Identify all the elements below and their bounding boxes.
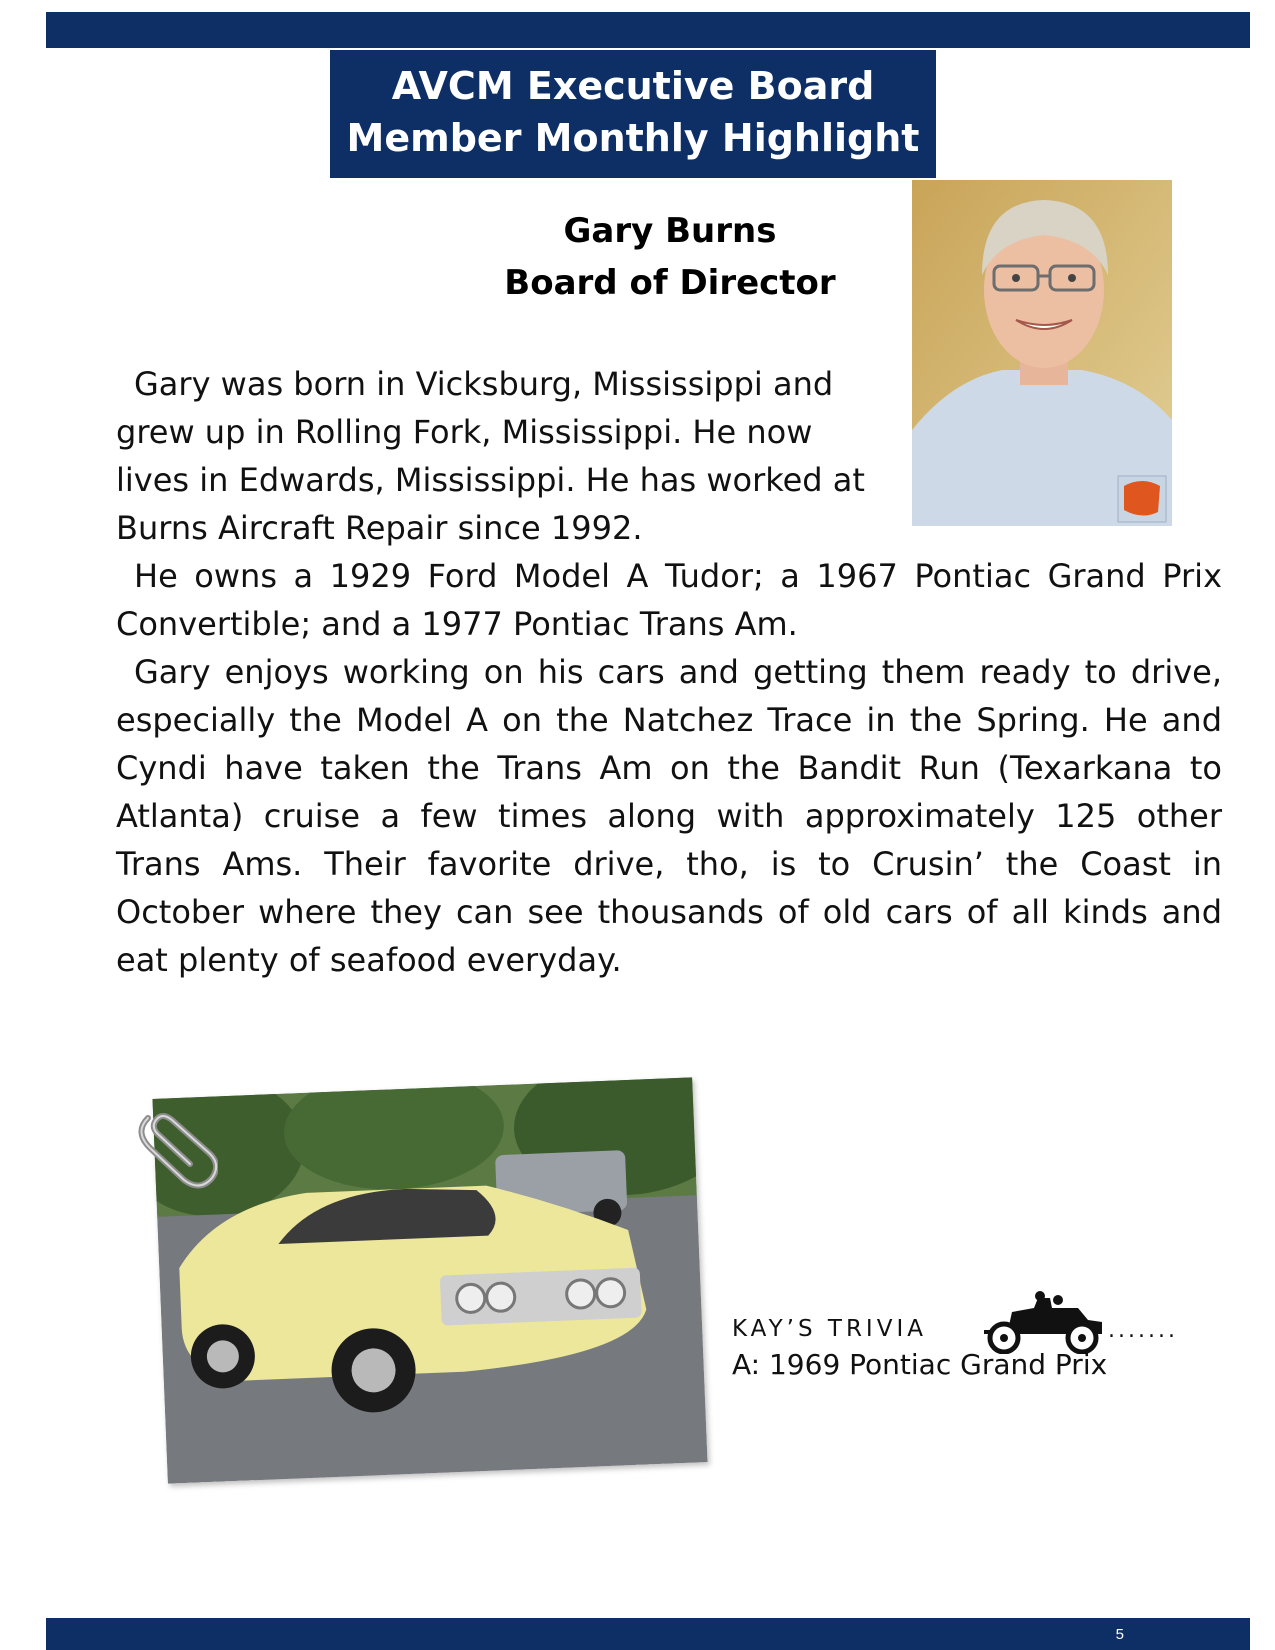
footer-bar [46, 1618, 1250, 1650]
bio-paragraph [116, 360, 886, 552]
bio-text [116, 360, 1222, 984]
bio-paragraph [116, 648, 1222, 984]
top-banner-bar [46, 12, 1250, 48]
trivia-dots: ....... [1108, 1318, 1178, 1343]
antique-car-icon [978, 1290, 1108, 1354]
bio-paragraph [116, 552, 1222, 648]
member-heading [480, 205, 860, 309]
paperclip-icon [128, 1098, 218, 1190]
member-role: Board of Director [504, 263, 836, 303]
page-title-line1: AVCM Executive Board [391, 64, 875, 108]
trivia-label: KAY’S TRIVIA [732, 1316, 927, 1342]
page-title-box [330, 50, 936, 178]
grand-prix-car-photo [152, 1077, 707, 1483]
bio-paragraph-1: Gary was born in Vicksburg, Mississippi and grew up in Rolling Fork, Mississippi. He now lives in Edwards, Mississippi. He has worked at Burns Aircraft Repair since 1992. [116, 365, 865, 547]
bio-paragraph-2: He owns a 1929 Ford Model A Tudor; a 1967 Pontiac Grand Prix Convertible; and a 1977 Pontiac Trans Am. [116, 557, 1222, 643]
trivia-answer: A: 1969 Pontiac Grand Prix [732, 1348, 1108, 1381]
page-title-line2: Member Monthly Highlight [346, 116, 920, 160]
member-name: Gary Burns [563, 211, 777, 251]
page-number: 5 [1115, 1626, 1124, 1643]
bio-paragraph-3: Gary enjoys working on his cars and getting them ready to drive, especially the Model A on the Natchez Trace in the Spring. He and Cyndi have taken the Trans Am on the Bandit Run (Texarkana to Atlanta) cruise a few times along with approximately 125 other Trans Ams. Their favorite drive, tho, is to Crusin’ the Coast in October where they can see thousands of old cars of all kinds and eat plenty of seafood everyday. [116, 653, 1222, 979]
